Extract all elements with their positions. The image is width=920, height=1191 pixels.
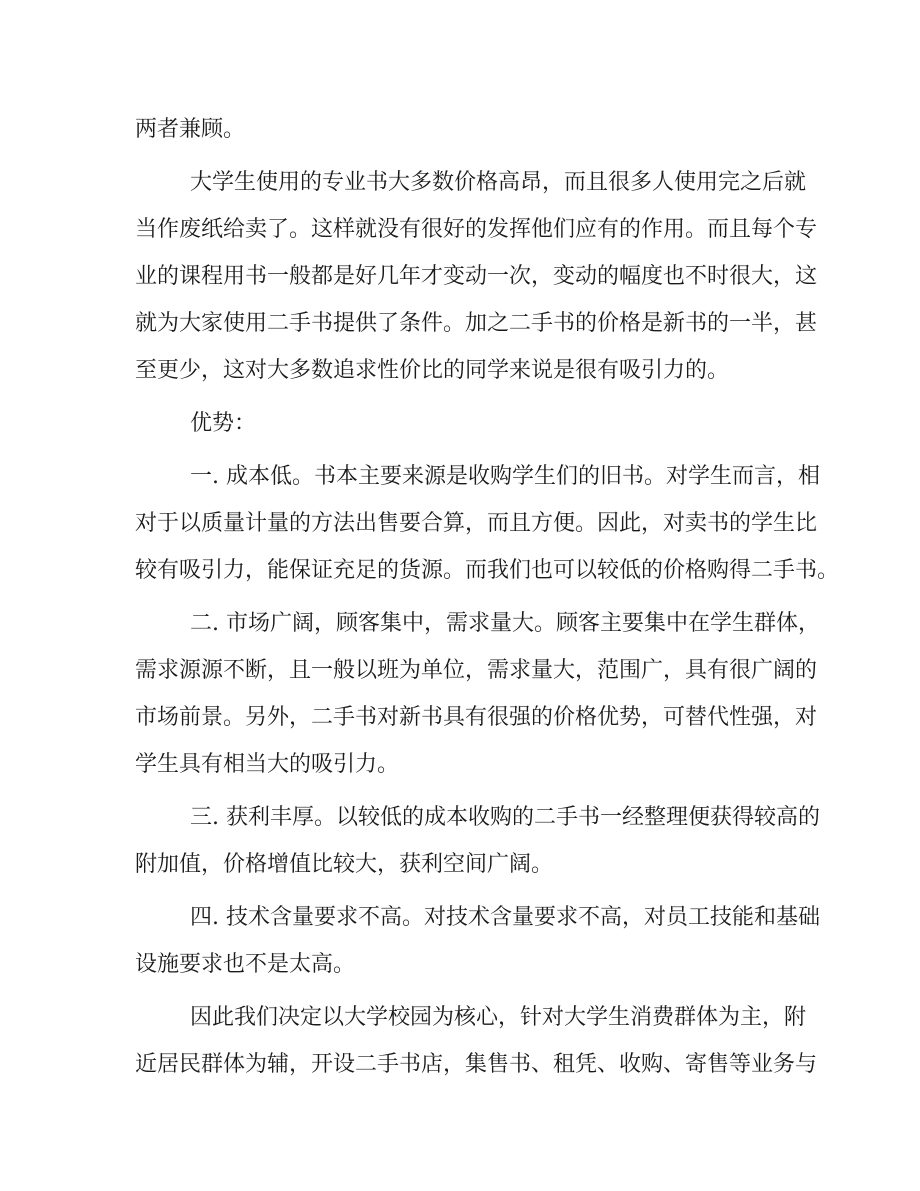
paragraph-line: 四. 技术含量要求不高。对技术含量要求不高，对员工技能和基础 <box>190 905 820 930</box>
paragraph-line: 一. 成本低。书本主要来源是收购学生们的旧书。对学生而言，相 <box>190 464 820 489</box>
paragraph-line: 二. 市场广阔，顾客集中，需求量大。顾客主要集中在学生群体， <box>190 611 820 636</box>
paragraph-line: 至更少，这对大多数追求性价比的同学来说是很有吸引力的。 <box>135 358 730 383</box>
paragraph-line: 业的课程用书一般都是好几年才变动一次，变动的幅度也不时很大，这 <box>135 264 818 289</box>
paragraph-line: 两者兼顾。 <box>135 117 246 142</box>
paragraph-line: 需求源源不断，且一般以班为单位，需求量大，范围广，具有很广阔的 <box>135 658 818 683</box>
paragraph-line: 因此我们决定以大学校园为核心，针对大学生消费群体为主，附 <box>190 1005 807 1030</box>
paragraph-line: 设施要求也不是太高。 <box>135 952 356 977</box>
section-heading: 优势： <box>190 411 257 436</box>
paragraph-line: 对于以质量计量的方法出售要合算，而且方便。因此，对卖书的学生比 <box>135 511 818 536</box>
paragraph-line: 当作废纸给卖了。这样就没有很好的发挥他们应有的作用。而且每个专 <box>135 217 818 242</box>
paragraph-line: 三. 获利丰厚。以较低的成本收购的二手书一经整理便获得较高的 <box>190 805 820 830</box>
paragraph-line: 大学生使用的专业书大多数价格高昂，而且很多人使用完之后就 <box>190 170 807 195</box>
paragraph-line: 附加值，价格增值比较大，获利空间广阔。 <box>135 852 554 877</box>
paragraph-line: 较有吸引力，能保证充足的货源。而我们也可以较低的价格购得二手书。 <box>135 558 840 583</box>
paragraph-line: 学生具有相当大的吸引力。 <box>135 752 400 777</box>
paragraph-line: 就为大家使用二手书提供了条件。加之二手书的价格是新书的一半，甚 <box>135 311 818 336</box>
paragraph-line: 近居民群体为辅，开设二手书店，集售书、租凭、收购、寄售等业务与 <box>135 1052 818 1077</box>
paragraph-line: 市场前景。另外，二手书对新书具有很强的价格优势，可替代性强，对 <box>135 705 818 730</box>
